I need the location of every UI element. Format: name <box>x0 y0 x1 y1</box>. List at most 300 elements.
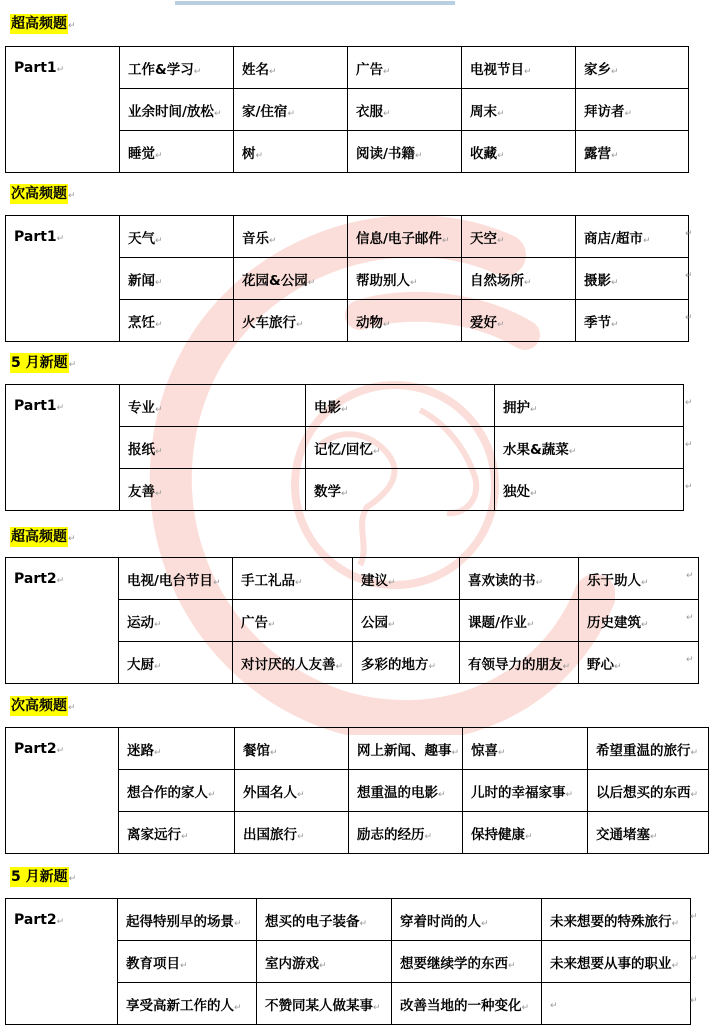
return-arrow-icon: ↵ <box>56 746 65 756</box>
topic-text: 对讨厌的人友善 <box>241 656 336 673</box>
return-arrow-icon: ↵ <box>685 229 693 239</box>
topic-cell <box>462 89 576 131</box>
return-arrow-icon: ↵ <box>56 234 65 244</box>
return-arrow-icon: ↵ <box>497 150 505 161</box>
topic-text: 电视节目 <box>470 61 524 78</box>
return-arrow-icon: ↵ <box>68 703 76 713</box>
topic-cell <box>353 600 460 642</box>
topic-cell <box>234 300 348 342</box>
topic-text: 家/住宿 <box>242 103 288 120</box>
topic-text: 工作&学习 <box>128 61 194 78</box>
topic-cell <box>353 642 460 684</box>
topic-text: 以后想买的东西 <box>596 784 691 801</box>
topic-cell <box>579 600 699 642</box>
topic-cell <box>463 812 588 854</box>
topic-text: 拥护 <box>503 399 530 416</box>
return-arrow-icon: ↵ <box>341 488 349 499</box>
part-label-text: Part2 <box>14 912 57 928</box>
return-arrow-icon: ↵ <box>372 446 381 457</box>
return-arrow-icon: ↵ <box>690 996 698 1006</box>
topic-text: 希望重温的旅行 <box>596 742 691 759</box>
topic-text: 数学 <box>314 483 341 500</box>
section-title-highlight: 次高频题 <box>11 698 67 714</box>
topic-text: 天气 <box>128 230 155 247</box>
topic-text: 友善 <box>128 483 155 500</box>
topic-text: 课题/作业 <box>468 614 527 631</box>
return-arrow-icon: ↵ <box>497 108 505 119</box>
return-arrow-icon: ↵ <box>526 619 535 630</box>
topic-cell <box>118 899 257 941</box>
return-arrow-icon: ↵ <box>383 108 391 119</box>
topic-cell <box>348 300 462 342</box>
topic-cell <box>306 427 495 469</box>
topic-text: 改善当地的一种变化 <box>400 997 522 1014</box>
return-arrow-icon: ↵ <box>193 66 202 77</box>
part-label <box>6 899 118 1025</box>
topic-cell <box>392 899 542 941</box>
topic-cell <box>257 899 392 941</box>
return-arrow-icon: ↵ <box>521 1002 530 1013</box>
topic-cell <box>257 983 392 1025</box>
return-arrow-icon: ↵ <box>524 277 532 288</box>
topic-text: 起得特别早的场景 <box>126 913 234 930</box>
return-arrow-icon: ↵ <box>68 874 77 884</box>
topic-text: 不赞同某人做某事 <box>265 997 373 1014</box>
section-title-highlight: 5 月新题 <box>11 355 68 371</box>
topic-text: 教育项目 <box>126 955 180 972</box>
return-arrow-icon: ↵ <box>671 918 680 929</box>
return-arrow-icon: ↵ <box>359 918 368 929</box>
topic-text: 露营 <box>584 145 611 162</box>
part-label <box>6 385 120 511</box>
table-row <box>6 728 709 770</box>
topic-cell <box>120 89 234 131</box>
topic-cell <box>542 983 691 1025</box>
topic-table <box>5 898 691 1025</box>
section-title-highlight: 5 月新题 <box>11 869 68 885</box>
return-arrow-icon: ↵ <box>535 577 544 588</box>
return-arrow-icon: ↵ <box>269 235 277 246</box>
topic-text: 历史建筑 <box>587 614 641 631</box>
return-arrow-icon: ↵ <box>287 108 295 119</box>
topic-cell <box>306 469 495 511</box>
topic-cell <box>233 558 353 600</box>
return-arrow-icon: ↵ <box>685 482 693 492</box>
topic-cell <box>576 216 689 258</box>
topic-text: 穿着时尚的人 <box>400 913 481 930</box>
return-arrow-icon: ↵ <box>56 403 65 413</box>
topic-text: 拜访者 <box>584 103 625 120</box>
return-arrow-icon: ↵ <box>690 912 698 922</box>
return-arrow-icon: ↵ <box>155 488 163 499</box>
return-arrow-icon: ↵ <box>428 661 437 672</box>
return-arrow-icon: ↵ <box>671 960 680 971</box>
topic-cell <box>392 983 542 1025</box>
section-title <box>10 352 76 372</box>
topic-text: 迷路 <box>127 742 154 759</box>
return-arrow-icon: ↵ <box>341 404 349 415</box>
return-arrow-icon: ↵ <box>234 918 242 929</box>
topic-text: 自然场所 <box>470 272 524 289</box>
topic-table <box>5 557 699 684</box>
topic-cell <box>120 385 306 427</box>
return-arrow-icon: ↵ <box>154 661 162 672</box>
topic-cell <box>392 941 542 983</box>
topic-cell <box>460 558 579 600</box>
topic-cell <box>576 300 689 342</box>
return-arrow-icon: ↵ <box>56 576 65 586</box>
topic-text: 想要继续学的东西 <box>400 955 508 972</box>
topic-text: 网上新闻、趣事 <box>357 742 452 759</box>
topic-text: 帮助别人 <box>356 272 410 289</box>
topic-cell <box>495 427 684 469</box>
topic-cell <box>234 89 348 131</box>
topic-text: 家乡 <box>584 61 611 78</box>
return-arrow-icon: ↵ <box>181 831 189 842</box>
topic-text: 阅读/书籍 <box>356 145 415 162</box>
return-arrow-icon: ↵ <box>498 747 506 758</box>
topic-cell <box>576 131 689 173</box>
topic-cell <box>233 600 353 642</box>
return-arrow-icon: ↵ <box>56 917 65 927</box>
topic-text: 天空 <box>470 230 497 247</box>
part-label-text: Part1 <box>14 398 57 414</box>
return-arrow-icon: ↵ <box>373 1002 381 1013</box>
topic-text: 享受高新工作的人 <box>126 997 234 1014</box>
return-arrow-icon: ↵ <box>686 655 694 665</box>
return-arrow-icon: ↵ <box>611 277 619 288</box>
return-arrow-icon: ↵ <box>383 66 391 77</box>
return-arrow-icon: ↵ <box>438 789 446 800</box>
return-arrow-icon: ↵ <box>154 619 162 630</box>
topic-text: 专业 <box>128 399 155 416</box>
return-arrow-icon: ↵ <box>155 277 163 288</box>
return-arrow-icon: ↵ <box>234 1002 242 1013</box>
topic-text: 保持健康 <box>471 826 525 843</box>
return-arrow-icon: ↵ <box>690 747 699 758</box>
topic-text: 出国旅行 <box>243 826 297 843</box>
part-label <box>6 728 119 854</box>
return-arrow-icon: ↵ <box>524 66 532 77</box>
topic-cell <box>120 258 234 300</box>
topic-cell <box>588 770 709 812</box>
table-row <box>6 899 691 941</box>
return-arrow-icon: ↵ <box>685 398 693 408</box>
topic-cell <box>119 728 235 770</box>
return-arrow-icon: ↵ <box>611 66 619 77</box>
return-arrow-icon: ↵ <box>550 1000 558 1011</box>
topic-cell <box>542 941 691 983</box>
return-arrow-icon: ↵ <box>155 235 163 246</box>
topic-text: 交通堵塞 <box>596 826 650 843</box>
topic-table <box>5 727 709 854</box>
topic-text: 未来想要从事的职业 <box>550 955 672 972</box>
topic-cell <box>118 941 257 983</box>
topic-cell <box>120 300 234 342</box>
topic-cell <box>579 558 699 600</box>
table-row <box>6 558 699 600</box>
return-arrow-icon: ↵ <box>414 150 423 161</box>
topic-cell <box>119 812 235 854</box>
topic-cell <box>460 642 579 684</box>
topic-text: 室内游戏 <box>265 955 319 972</box>
return-arrow-icon: ↵ <box>690 789 699 800</box>
return-arrow-icon: ↵ <box>297 831 305 842</box>
topic-cell <box>119 770 235 812</box>
return-arrow-icon: ↵ <box>68 534 76 544</box>
return-arrow-icon: ↵ <box>155 404 163 415</box>
topic-cell <box>460 600 579 642</box>
part-label <box>6 216 120 342</box>
return-arrow-icon: ↵ <box>686 613 694 623</box>
topic-cell <box>234 131 348 173</box>
topic-text: 音乐 <box>242 230 269 247</box>
topic-cell <box>120 427 306 469</box>
topic-cell <box>353 558 460 600</box>
topic-cell <box>588 728 709 770</box>
topic-cell <box>348 216 462 258</box>
topic-text: 睡觉 <box>128 145 155 162</box>
return-arrow-icon: ↵ <box>155 150 163 161</box>
header-rule <box>175 1 455 5</box>
topic-text: 爱好 <box>470 314 497 331</box>
topic-text: 独处 <box>503 483 530 500</box>
topic-cell <box>542 899 691 941</box>
topic-cell <box>235 728 349 770</box>
return-arrow-icon: ↵ <box>297 789 305 800</box>
topic-cell <box>463 770 588 812</box>
topic-text: 想重温的电影 <box>357 784 438 801</box>
topic-cell <box>234 47 348 89</box>
return-arrow-icon: ↵ <box>154 747 162 758</box>
topic-text: 火车旅行 <box>242 314 296 331</box>
part-label-text: Part1 <box>14 60 57 76</box>
topic-text: 广告 <box>356 61 383 78</box>
topic-text: 衣服 <box>356 103 383 120</box>
topic-text: 报纸 <box>128 441 155 458</box>
return-arrow-icon: ↵ <box>383 319 391 330</box>
return-arrow-icon: ↵ <box>685 440 693 450</box>
section-title-highlight: 超高频题 <box>11 16 67 32</box>
topic-cell <box>462 216 576 258</box>
topic-text: 未来想要的特殊旅行 <box>550 913 672 930</box>
return-arrow-icon: ↵ <box>451 747 460 758</box>
return-arrow-icon: ↵ <box>508 960 516 971</box>
return-arrow-icon: ↵ <box>296 319 304 330</box>
topic-cell <box>234 216 348 258</box>
topic-text: 摄影 <box>584 272 611 289</box>
return-arrow-icon: ↵ <box>650 831 658 842</box>
topic-text: 手工礼品 <box>241 572 295 589</box>
topic-cell <box>462 258 576 300</box>
topic-cell <box>233 642 353 684</box>
return-arrow-icon: ↵ <box>424 831 433 842</box>
topic-cell <box>588 812 709 854</box>
return-arrow-icon: ↵ <box>642 235 651 246</box>
return-arrow-icon: ↵ <box>530 404 538 415</box>
topic-cell <box>257 941 392 983</box>
return-arrow-icon: ↵ <box>268 619 276 630</box>
return-arrow-icon: ↵ <box>180 960 188 971</box>
section-title-highlight: 次高频题 <box>11 186 67 202</box>
topic-text: 想合作的家人 <box>127 784 208 801</box>
topic-text: 动物 <box>356 314 383 331</box>
return-arrow-icon: ↵ <box>68 21 76 31</box>
topic-text: 信息/电子邮件 <box>356 230 442 247</box>
topic-text: 多彩的地方 <box>361 656 429 673</box>
topic-cell <box>120 469 306 511</box>
topic-cell <box>119 642 233 684</box>
topic-text: 电影 <box>314 399 341 416</box>
part-label-text: Part2 <box>14 571 57 587</box>
return-arrow-icon: ↵ <box>155 319 163 330</box>
topic-cell <box>463 728 588 770</box>
topic-cell <box>235 812 349 854</box>
part-label <box>6 47 120 173</box>
topic-cell <box>119 558 233 600</box>
topic-cell <box>119 600 233 642</box>
topic-text: 周末 <box>470 103 497 120</box>
return-arrow-icon: ↵ <box>68 360 77 370</box>
topic-text: 励志的经历 <box>357 826 425 843</box>
topic-table <box>5 384 684 511</box>
return-arrow-icon: ↵ <box>481 918 489 929</box>
topic-cell <box>495 469 684 511</box>
topic-cell <box>579 642 699 684</box>
topic-text: 公园 <box>361 614 388 631</box>
topic-cell <box>462 47 576 89</box>
topic-text: 建议 <box>361 572 388 589</box>
return-arrow-icon: ↵ <box>686 571 694 581</box>
return-arrow-icon: ↵ <box>525 831 533 842</box>
topic-text: 大厨 <box>127 656 154 673</box>
return-arrow-icon: ↵ <box>295 577 303 588</box>
topic-text: 有领导力的朋友 <box>468 656 563 673</box>
return-arrow-icon: ↵ <box>568 446 577 457</box>
return-arrow-icon: ↵ <box>641 577 649 588</box>
topic-cell <box>576 89 689 131</box>
topic-text: 电视/电台节目 <box>127 572 213 589</box>
return-arrow-icon: ↵ <box>611 319 619 330</box>
topic-text: 姓名 <box>242 61 269 78</box>
topic-cell <box>495 385 684 427</box>
return-arrow-icon: ↵ <box>335 661 344 672</box>
return-arrow-icon: ↵ <box>307 277 316 288</box>
return-arrow-icon: ↵ <box>685 271 693 281</box>
topic-cell <box>118 983 257 1025</box>
topic-text: 儿时的幸福家事 <box>471 784 566 801</box>
topic-cell <box>349 812 463 854</box>
topic-cell <box>348 89 462 131</box>
section-title <box>10 526 76 546</box>
topic-cell <box>349 728 463 770</box>
return-arrow-icon: ↵ <box>441 235 450 246</box>
table-row <box>6 216 689 258</box>
return-arrow-icon: ↵ <box>319 960 327 971</box>
topic-text: 烹饪 <box>128 314 155 331</box>
return-arrow-icon: ↵ <box>690 954 698 964</box>
return-arrow-icon: ↵ <box>68 191 76 201</box>
topic-text: 业余时间/放松 <box>128 103 214 120</box>
return-arrow-icon: ↵ <box>388 577 396 588</box>
return-arrow-icon: ↵ <box>641 619 649 630</box>
return-arrow-icon: ↵ <box>614 661 622 672</box>
topic-text: 离家远行 <box>127 826 181 843</box>
return-arrow-icon: ↵ <box>155 446 163 457</box>
topic-cell <box>348 258 462 300</box>
topic-cell <box>348 131 462 173</box>
return-arrow-icon: ↵ <box>212 577 221 588</box>
section-title <box>10 866 76 886</box>
return-arrow-icon: ↵ <box>269 66 277 77</box>
topic-table <box>5 46 689 173</box>
part-label-text: Part2 <box>14 741 57 757</box>
section-title <box>10 183 76 203</box>
topic-text: 乐于助人 <box>587 572 641 589</box>
return-arrow-icon: ↵ <box>624 108 633 119</box>
section-title <box>10 695 76 715</box>
topic-text: 花园&公园 <box>242 272 308 289</box>
topic-table <box>5 215 689 342</box>
return-arrow-icon: ↵ <box>530 488 538 499</box>
topic-text: 收藏 <box>470 145 497 162</box>
topic-text: 记忆/回忆 <box>314 441 373 458</box>
return-arrow-icon: ↵ <box>255 150 264 161</box>
topic-cell <box>348 47 462 89</box>
topic-text: 运动 <box>127 614 154 631</box>
topic-text: 季节 <box>584 314 611 331</box>
topic-cell <box>462 300 576 342</box>
return-arrow-icon: ↵ <box>270 747 278 758</box>
topic-cell <box>576 47 689 89</box>
table-row <box>6 47 689 89</box>
return-arrow-icon: ↵ <box>565 789 574 800</box>
topic-cell <box>576 258 689 300</box>
table-row <box>6 385 684 427</box>
part-label-text: Part1 <box>14 229 57 245</box>
topic-cell <box>235 770 349 812</box>
topic-cell <box>120 47 234 89</box>
topic-text: 想买的电子装备 <box>265 913 360 930</box>
return-arrow-icon: ↵ <box>611 150 619 161</box>
topic-text: 惊喜 <box>471 742 498 759</box>
topic-cell <box>349 770 463 812</box>
return-arrow-icon: ↵ <box>562 661 571 672</box>
topic-text: 外国名人 <box>243 784 297 801</box>
return-arrow-icon: ↵ <box>497 235 505 246</box>
section-title <box>10 13 76 33</box>
topic-text: 商店/超市 <box>584 230 643 247</box>
topic-cell <box>306 385 495 427</box>
section-title-highlight: 超高频题 <box>11 529 67 545</box>
topic-text: 餐馆 <box>243 742 270 759</box>
return-arrow-icon: ↵ <box>388 619 396 630</box>
return-arrow-icon: ↵ <box>213 108 222 119</box>
part-label <box>6 558 119 684</box>
return-arrow-icon: ↵ <box>208 789 216 800</box>
topic-text: 广告 <box>241 614 268 631</box>
topic-text: 水果&蔬菜 <box>503 441 569 458</box>
topic-text: 野心 <box>587 656 614 673</box>
topic-cell <box>120 216 234 258</box>
topic-cell <box>234 258 348 300</box>
topic-cell <box>462 131 576 173</box>
topic-text: 喜欢读的书 <box>468 572 536 589</box>
return-arrow-icon: ↵ <box>685 313 693 323</box>
return-arrow-icon: ↵ <box>56 65 65 75</box>
topic-cell <box>120 131 234 173</box>
return-arrow-icon: ↵ <box>410 277 418 288</box>
